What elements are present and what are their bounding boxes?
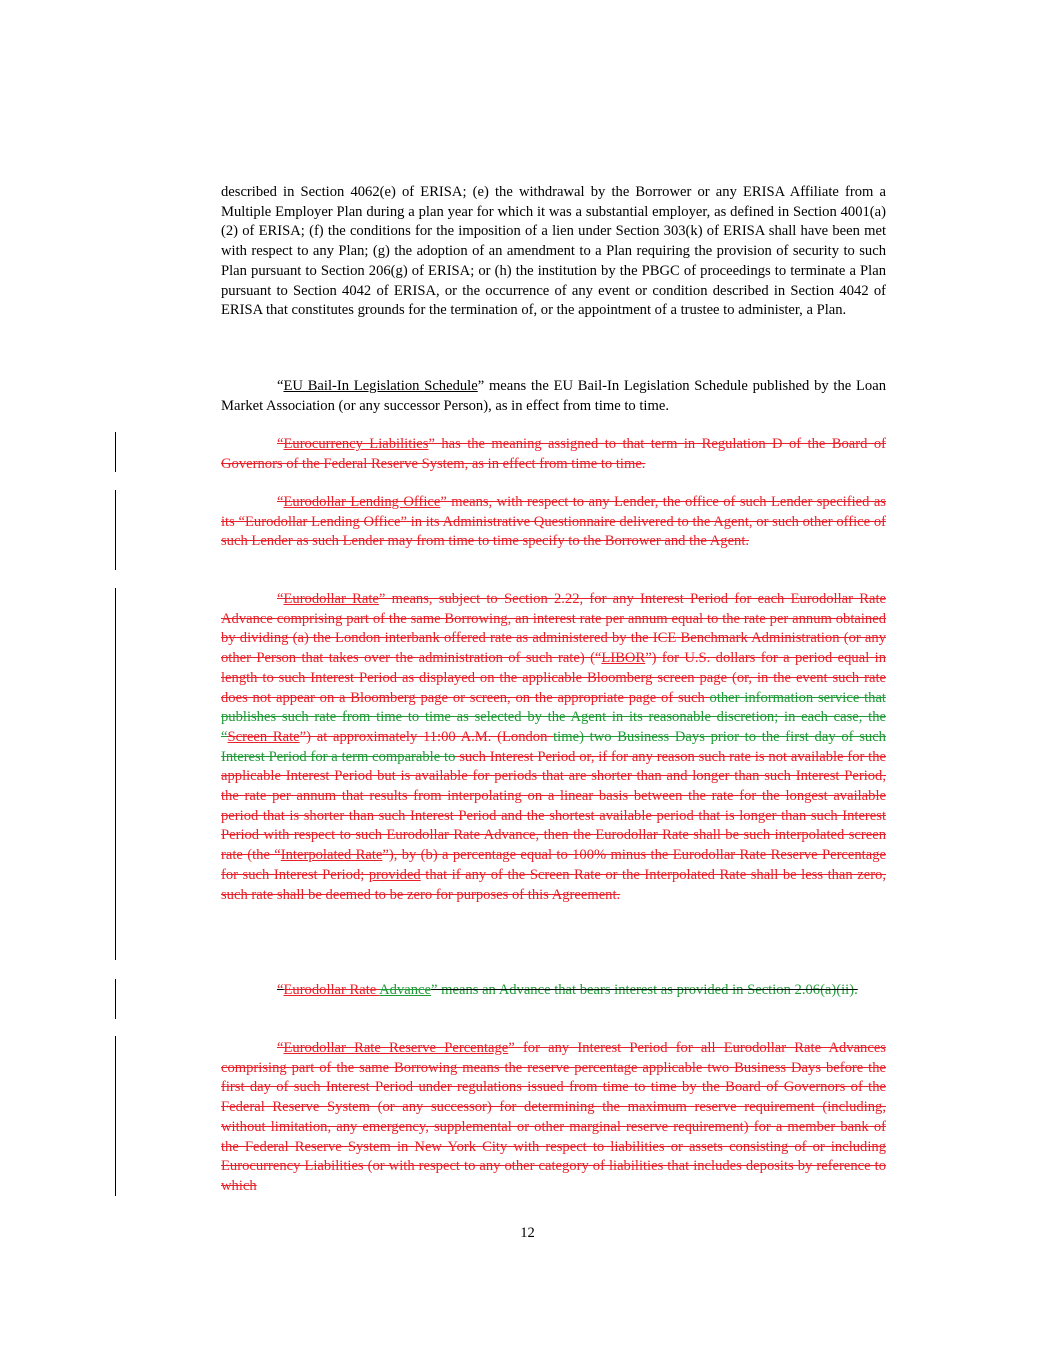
moved-text: time) two Business Days prior to the first day of such Interest Period for a term comparable to — [221, 728, 886, 765]
change-bar — [115, 1036, 116, 1196]
definition-text: ”) for U.S. dollars for a period equal in length to such Interest Period as displayed on the applicable Bloomberg screen page (or, in the event such rate does not appear on a Bloomberg page or screen, on the appropriate page of such — [221, 650, 886, 706]
screen-rate-term: Screen Rate — [227, 728, 300, 745]
defined-term: Eurodollar Rate — [283, 982, 380, 998]
eurodollar-rate-advance-definition-deleted — [221, 981, 886, 1001]
defined-term: Eurocurrency Liabilities — [283, 436, 429, 452]
interpolated-rate-term: Interpolated Rate — [280, 847, 383, 864]
definition-text: ” means, with respect to any Lender, the office of such Lender specified as its “Eurodollar Lending Office” in its Administrative Questionnaire delivered to the Agent, or such other office of such Lender as such Lender may from time to time specify to the Borrower and the Agent. — [221, 494, 886, 550]
eurodollar-lending-office-definition-deleted — [221, 493, 886, 552]
defined-term: EU Bail-In Legislation Schedule — [283, 378, 478, 394]
open-quote: “ — [277, 378, 284, 394]
page-number: 12 — [520, 1225, 535, 1241]
change-bar — [115, 432, 116, 472]
paragraph-text: described in Section 4062(e) of ERISA; (e) the withdrawal by the Borrower or any ERISA Affiliate from a Multiple Employer Plan during a plan year for which it was a substantial employer, as defined in Section 4001(a)(2) of ERISA; (f) the conditions for the imposition of a lien under Section 303(k) of ERISA shall have been met with respect to any Plan; (g) the adoption of an amendment to a Plan requiring the provision of security to such Plan pursuant to Section 206(g) of ERISA; or (h) the institution by the PBGC of proceedings to terminate a Plan pursuant to Section 4042 of ERISA, or the occurrence of any event or condition described in Section 4042 of ERISA that constitutes grounds for the termination of, or the appointment of a trustee to administer, a Plan. — [221, 184, 886, 319]
eurodollar-rate-definition-deleted — [221, 590, 886, 905]
definition-text: ”) at approximately 11:00 A.M. (London — [299, 728, 554, 745]
definition-text: ” means an Advance that bears interest as provided in Section 2.06(a)(ii). — [431, 982, 858, 998]
definition-text: such Interest Period or, if for any reason such rate is not available for the applicable Interest Period but is available for periods that are shorter than and longer than such Interest Period, the rate per annum that results from interpolating on a linear basis between the rate for the longest available period that is shorter than such Interest Period and the shortest available period that is longer than such Interest Period with respect to such Eurodollar Rate Advance, then the Eurodollar Rate shall be such interpolated screen rate (the “ — [221, 748, 886, 864]
change-bar — [115, 979, 116, 1019]
defined-term: Eurodollar Rate Reserve Percentage — [283, 1040, 509, 1056]
open-quote: “ — [277, 494, 284, 510]
moved-text: other information service that publishes such rate from time to time as selected by the Agent in its reasonable discretion; in each case, the “ — [221, 689, 886, 745]
eu-bail-in-definition — [221, 377, 886, 416]
eurodollar-rate-reserve-percentage-definition-deleted — [221, 1039, 886, 1197]
eurocurrency-liabilities-definition-deleted — [221, 435, 886, 474]
definition-text: that if any of the Screen Rate or the Interpolated Rate shall be less than zero, such rate shall be deemed to be zero for purposes of this Agreement. — [221, 866, 886, 903]
open-quote: “ — [277, 436, 284, 452]
change-bar — [115, 588, 116, 960]
open-quote: “ — [277, 591, 284, 607]
definition-text: ” means, subject to Section 2.22, for any Interest Period for each Eurodollar Rate Advance comprising part of the same Borrowing, an interest rate per annum equal to the rate per annum obtained by dividing (a) the London interbank offered rate as administered by the ICE Benchmark Administration (or any other Person that takes over the administration of such rate) (“ — [221, 591, 886, 667]
defined-term: Eurodollar Rate — [283, 591, 379, 607]
libor-term: LIBOR — [601, 650, 646, 667]
definition-text: ” has the meaning assigned to that term in Regulation D of the Board of Governors of the Federal Reserve System, as in effect from time to time. — [221, 436, 886, 472]
provided-term: provided — [368, 866, 421, 883]
definition-text: ” for any Interest Period for all Eurodollar Rate Advances comprising part of the same Borrowing means the reserve percentage applicable two Business Days before the first day of such Interest Period under regulations issued from time to time by the Board of Governors of the Federal Reserve System (or any successor) for determining the maximum reserve requirement (including, without limitation, any emergency, supplemental or other marginal reserve requirement) for a member bank of the Federal Reserve System in New York City with respect to liabilities or assets consisting of or including Eurocurrency Liabilities (or with respect to any other category of liabilities that includes deposits by reference to which — [221, 1040, 886, 1194]
defined-term-moved: Advance — [379, 982, 432, 998]
change-bar — [115, 490, 116, 570]
open-quote: “ — [277, 982, 284, 998]
erisa-event-continuation-paragraph — [221, 183, 886, 321]
defined-term: Eurodollar Lending Office — [283, 494, 441, 510]
definition-text: ”), by (b) a percentage equal to 100% minus the Eurodollar Rate Reserve Percentage for such Interest Period; — [221, 847, 886, 883]
definition-text: ” means the EU Bail-In Legislation Schedule published by the Loan Market Association (or any successor Person), as in effect from time to time. — [221, 378, 886, 414]
open-quote: “ — [277, 1040, 284, 1056]
